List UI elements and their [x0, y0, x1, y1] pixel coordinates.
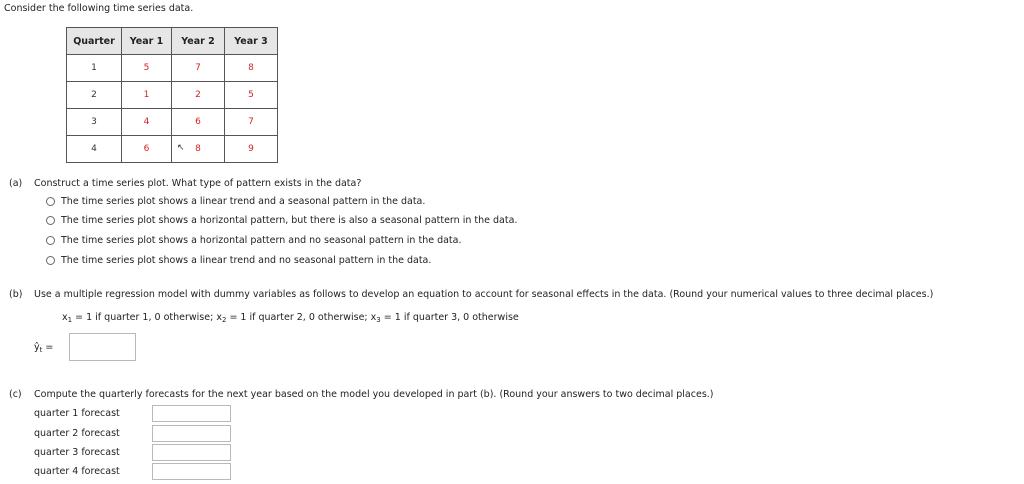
quarter-cell: 3 [67, 109, 122, 136]
part-b-question: Use a multiple regression model with dummy variables as follows to develop an equation to account for seasonal effects in the data. (Round your numerical values to three decimal places.) [34, 289, 934, 300]
table-row [67, 109, 278, 136]
quarter-3-forecast-input[interactable] [152, 444, 231, 461]
quarter-3-forecast-label: quarter 3 forecast [34, 447, 120, 458]
value-cell: 1 [122, 82, 172, 109]
value-cell: 7 [172, 55, 225, 82]
option-label: The time series plot shows a horizontal pattern, but there is also a seasonal pattern in the data. [61, 215, 518, 226]
value-cell: 5 [122, 55, 172, 82]
value-cell: 8 [172, 136, 225, 163]
value-cell: 5 [225, 82, 278, 109]
part-a-question: Construct a time series plot. What type of pattern exists in the data? [34, 178, 362, 189]
quarter-2-forecast-label: quarter 2 forecast [34, 428, 120, 439]
value-cell: 6 [122, 136, 172, 163]
quarter-4-forecast-label: quarter 4 forecast [34, 466, 120, 477]
table-header-row [67, 28, 278, 55]
value-cell: 6 [172, 109, 225, 136]
part-a-label: (a) [9, 178, 23, 189]
header-year-2: Year 2 [172, 28, 225, 55]
value-cell: 8 [225, 55, 278, 82]
option-linear-trend-no-seasonal[interactable] [46, 255, 431, 266]
value-cell: 9 [225, 136, 278, 163]
table-row [67, 136, 278, 163]
quarter-cell: 2 [67, 82, 122, 109]
quarter-cell: 1 [67, 55, 122, 82]
radio-button[interactable] [46, 256, 55, 265]
quarter-cell: 4 [67, 136, 122, 163]
time-series-table [66, 27, 278, 163]
part-c-label: (c) [9, 389, 22, 400]
quarter-1-forecast-label: quarter 1 forecast [34, 408, 120, 419]
value-cell: 4 [122, 109, 172, 136]
table-row [67, 82, 278, 109]
part-c-question: Compute the quarterly forecasts for the next year based on the model you developed in part (b). (Round your answers to two decimal places.) [34, 389, 714, 400]
header-year-1: Year 1 [122, 28, 172, 55]
option-label: The time series plot shows a horizontal pattern and no seasonal pattern in the data. [61, 235, 462, 246]
value-cell: 2 [172, 82, 225, 109]
regression-equation-input[interactable] [69, 333, 136, 361]
intro-text: Consider the following time series data. [4, 3, 194, 14]
yhat-label: $ŷ_t$ = [34, 342, 54, 354]
option-horizontal-seasonal[interactable] [46, 215, 517, 226]
option-horizontal-no-seasonal[interactable] [46, 235, 462, 246]
header-quarter: Quarter [67, 28, 122, 55]
value-cell: 7 [225, 109, 278, 136]
option-label: The time series plot shows a linear trend and a seasonal pattern in the data. [61, 196, 426, 207]
radio-button[interactable] [46, 197, 55, 206]
header-year-3: Year 3 [225, 28, 278, 55]
dummy-variable-definition: $x_1 = 1$ if quarter 1, 0 otherwise; $x_2 = 1$ if quarter 2, 0 otherwise; $x_3 = 1$ if quarter 3, 0 otherwise [62, 312, 519, 324]
quarter-4-forecast-input[interactable] [152, 463, 231, 480]
option-linear-trend-seasonal[interactable] [46, 196, 425, 207]
mouse-cursor-icon: ↖ [177, 143, 185, 153]
table-row [67, 55, 278, 82]
radio-button[interactable] [46, 216, 55, 225]
part-b-label: (b) [9, 289, 23, 300]
quarter-2-forecast-input[interactable] [152, 425, 231, 442]
option-label: The time series plot shows a linear trend and no seasonal pattern in the data. [61, 255, 432, 266]
radio-button[interactable] [46, 236, 55, 245]
quarter-1-forecast-input[interactable] [152, 405, 231, 422]
